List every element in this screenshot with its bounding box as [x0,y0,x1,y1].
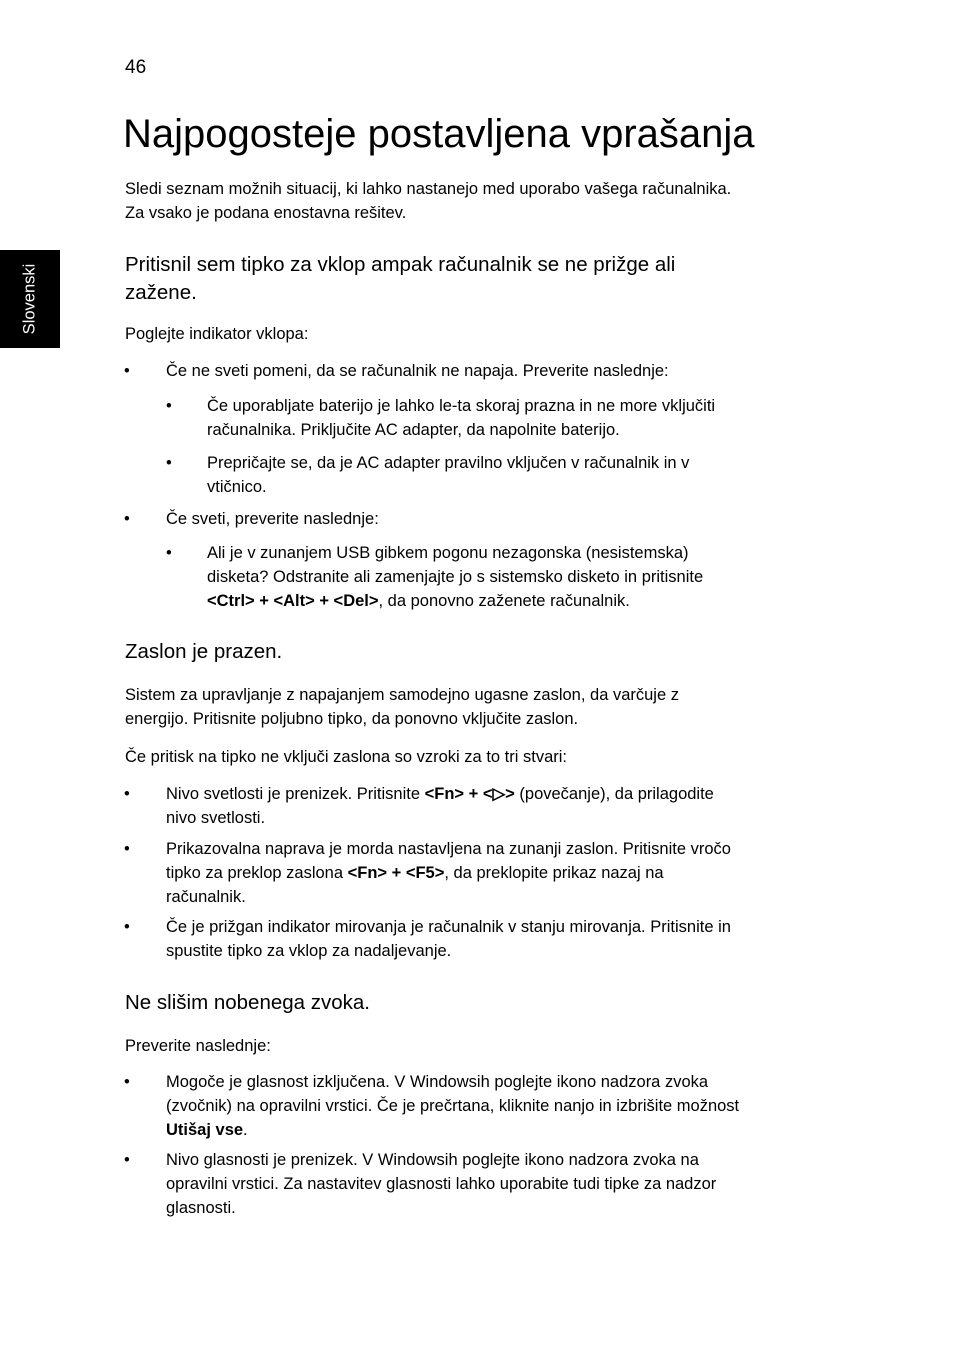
language-tab [0,250,60,348]
bullet-marker: • [166,544,172,562]
list-item: Če je prižgan indikator mirovanja je računalnik v stanju mirovanja. Pritisnite in spustite tipko za vklop za nadaljevanje. [166,918,731,960]
bullet-marker: • [124,510,130,528]
bullet-marker: • [124,918,130,936]
bullet-marker: • [166,454,172,472]
mute-all-option: Utišaj vse [166,1121,244,1139]
section-heading-power: Pritisnil sem tipko za vklop ampak računalnik se ne prižge ali zažene. [125,253,676,304]
page-title: Najpogosteje postavljena vprašanja [123,112,755,156]
list-item: Nivo svetlosti je prenizek. Pritisnite <Fn> + <▷> (povečanje), da prilagodite nivo svetlosti. [166,785,714,827]
blank-screen-paragraph: Sistem za upravljanje z napajanjem samodejno ugasne zaslon, da varčuje z energijo. Pritisnite poljubno tipko, da ponovno vključite zaslon. [125,686,679,728]
page-number: 46 [125,57,147,78]
bullet-marker: • [124,362,130,380]
key-combo: <Fn> + <F5> [347,864,445,882]
list-item: Če uporabljate baterijo je lahko le-ta skoraj prazna in ne more vključiti računalnika. Priključite AC adapter, da napolnite baterijo. [207,397,716,439]
intro-paragraph: Sledi seznam možnih situacij, ki lahko nastanejo med uporabo vašega računalnika. Za vsako je podana enostavna rešitev. [125,180,732,222]
list-item: Prepričajte se, da je AC adapter pravilno vključen v računalnik in v vtičnico. [207,454,690,496]
section-heading-no-sound: Ne slišim nobenega zvoka. [125,991,370,1014]
bullet-marker: • [124,1073,130,1091]
key-combo: <Ctrl> + <Alt> + <Del> [207,592,379,610]
power-lead: Poglejte indikator vklopa: [125,325,309,343]
bullet-marker: • [124,840,130,858]
language-tab-label: Slovenski [20,263,39,335]
blank-screen-lead: Če pritisk na tipko ne vključi zaslona so vzroki za to tri stvari: [125,748,567,766]
list-item: Nivo glasnosti je prenizek. V Windowsih poglejte ikono nadzora zvoka na opravilni vrstici. Za nastavitev glasnosti lahko uporabite tudi tipke za nadzor glasnosti. [166,1151,717,1217]
list-item: Prikazovalna naprava je morda nastavljena na zunanji zaslon. Pritisnite vročo tipko za preklop zaslona <Fn> + <F5>, da preklopite prikaz nazaj na računalnik. [166,840,731,906]
section-heading-blank-screen: Zaslon je prazen. [125,640,283,663]
bullet-marker: • [124,785,130,803]
list-item: Mogoče je glasnost izključena. V Windowsih poglejte ikono nadzora zvoka (zvočnik) na opravilni vrstici. Če je prečrtana, kliknite nanjo in izbrišite možnost Utišaj vse. [166,1073,740,1139]
key-combo: <Fn> + <▷> [424,785,515,803]
list-item: Če ne sveti pomeni, da se računalnik ne napaja. Preverite naslednje: [166,362,669,380]
list-item: Če sveti, preverite naslednje: [166,510,379,528]
no-sound-lead: Preverite naslednje: [125,1037,271,1055]
bullet-marker: • [166,397,172,415]
bullet-marker: • [124,1151,130,1169]
list-item: Ali je v zunanjem USB gibkem pogonu nezagonska (nesistemska) disketa? Odstranite ali zamenjajte jo s sistemsko disketo in pritisnite <Ctrl> + <Alt> + <Del>, da ponovno zaženete računalnik. [207,544,704,610]
